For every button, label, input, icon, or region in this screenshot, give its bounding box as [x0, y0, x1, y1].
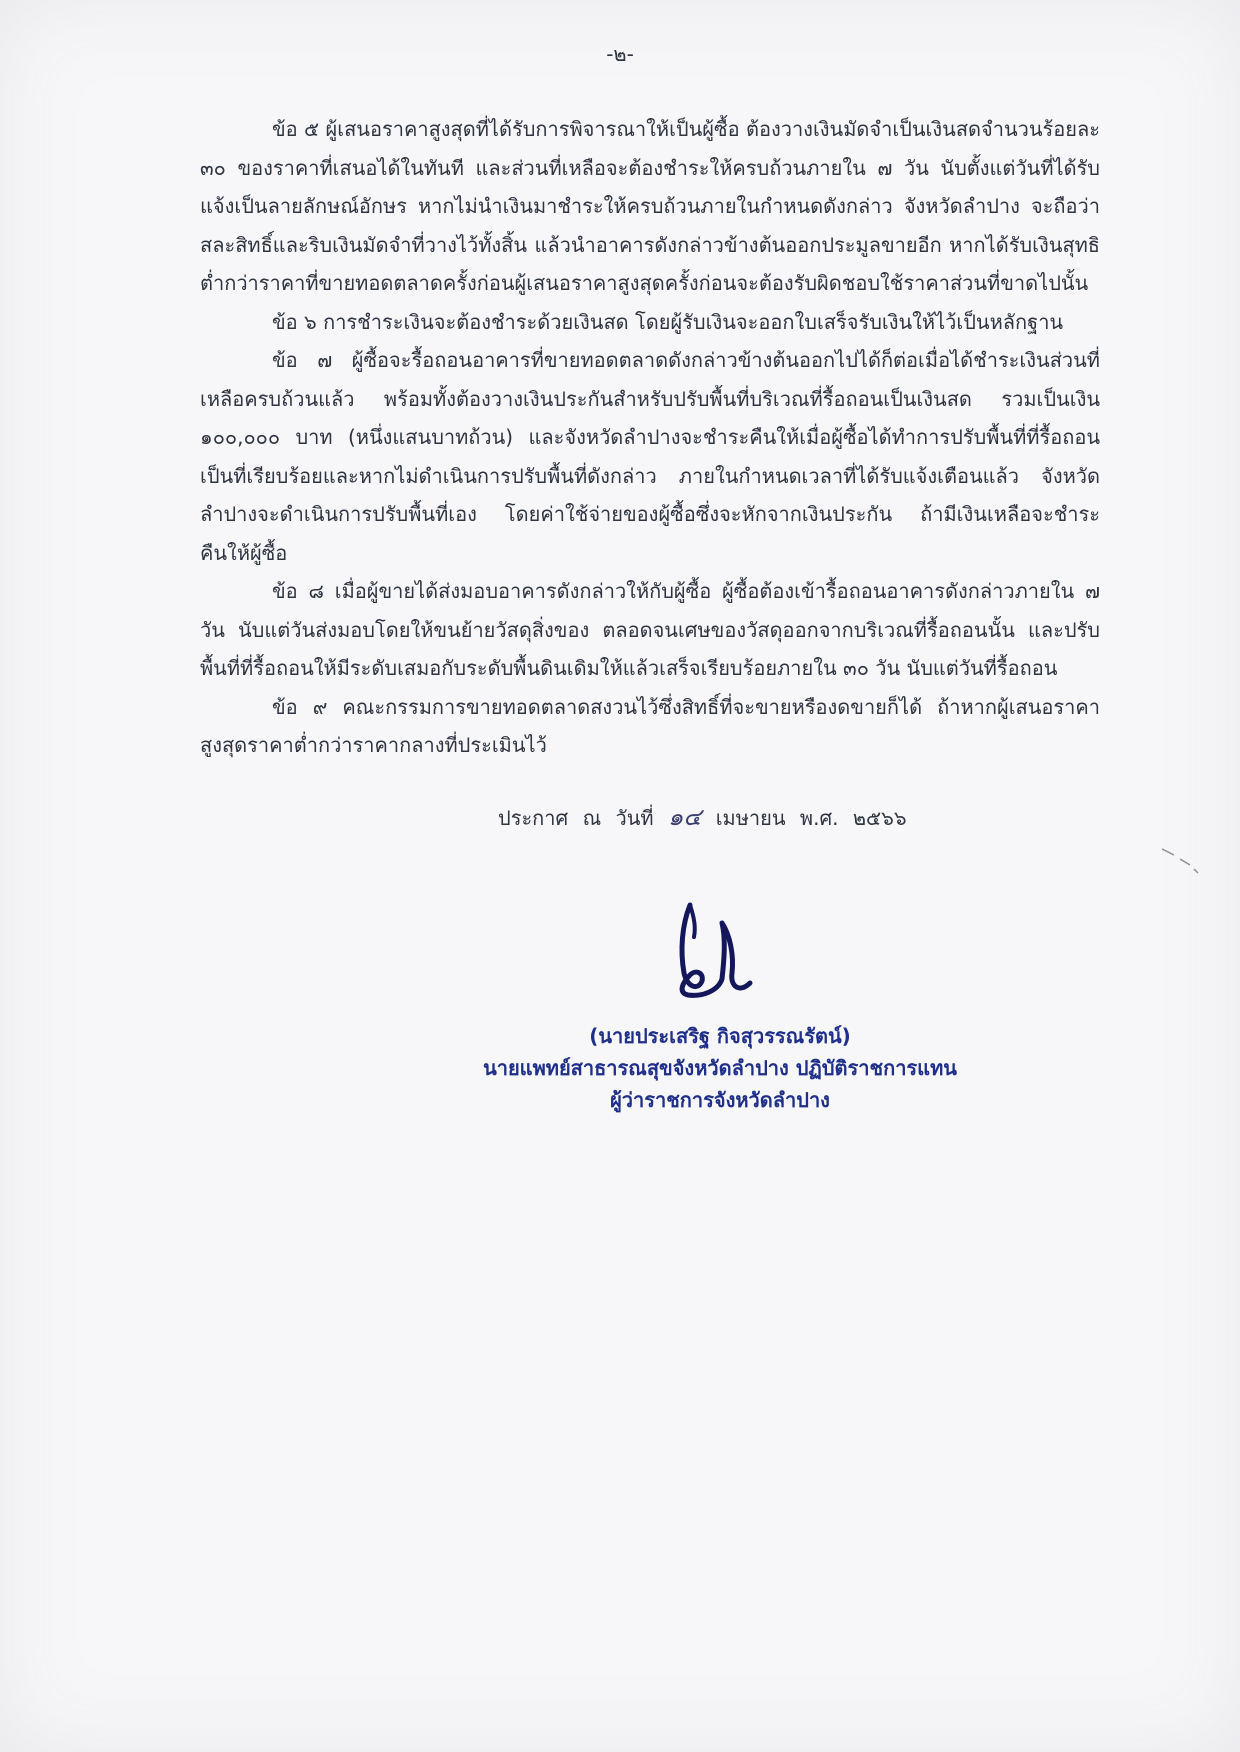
clause-8: ข้อ ๘ เมื่อผู้ขายได้ส่งมอบอาคารดังกล่าวให้กับผู้ซื้อ ผู้ซื้อต้องเข้ารื้อถอนอาคารดังกล่าวภายใน ๗ วัน นับแต่วันส่งมอบโดยให้ขนย้ายวัสดุสิ่งของ ตลอดจนเศษของวัสดุออกจากบริเวณที่รื้อถอนนั้น และปรับพื้นที่ที่รื้อถอนให้มีระดับเสมอกับระดับพื้นดินเดิมให้แล้วเสร็จเรียบร้อยภายใน ๓๐ วัน นับแต่วันที่รื้อถอน: [200, 579, 1100, 680]
clause-7: ข้อ ๗ ผู้ซื้อจะรื้อถอนอาคารที่ขายทอดตลาดดังกล่าวข้างต้นออกไปได้ก็ต่อเมื่อได้ชำระเงินส่วนที่เหลือครบถ้วนแล้ว พร้อมทั้งต้องวางเงินประกันสำหรับปรับพื้นที่บริเวณที่รื้อถอนเป็นเงินสด รวมเป็นเงิน ๑๐๐,๐๐๐ บาท (หนึ่งแสนบาทถ้วน) และจังหวัดลำปางจะชำระคืนให้เมื่อผู้ซื้อได้ทำการปรับพื้นที่ที่รื้อถอนเป็นที่เรียบร้อยและหากไม่ดำเนินการปรับพื้นที่ดังกล่าว ภายในกำหนดเวลาที่ได้รับแจ้งเตือนแล้ว จังหวัดลำปางจะดำเนินการปรับพื้นที่เอง โดยค่าใช้จ่ายของผู้ซื้อซึ่งจะหักจากเงินประกัน ถ้ามีเงินเหลือจะชำระคืนให้ผู้ซื้อ: [200, 348, 1100, 565]
announcement-era: พ.ศ.: [799, 806, 839, 830]
announcement-month: เมษายน: [715, 806, 786, 830]
paper-crease-mark: [1160, 845, 1200, 875]
announcement-at: ณ: [582, 806, 602, 830]
announcement-prefix: ประกาศ: [498, 806, 569, 830]
announcement-year: ๒๕๖๖: [852, 806, 907, 830]
page-number: -๒-: [606, 42, 634, 66]
signatory-block: [460, 1020, 980, 1116]
clause-5: ข้อ ๕ ผู้เสนอราคาสูงสุดที่ได้รับการพิจารณาให้เป็นผู้ซื้อ ต้องวางเงินมัดจำเป็นเงินสดจำนวนร้อยละ ๓๐ ของราคาที่เสนอได้ในทันที และส่วนที่เหลือจะต้องชำระให้ครบถ้วนภายใน ๗ วัน นับตั้งแต่วันที่ได้รับแจ้งเป็นลายลักษณ์อักษร หากไม่นำเงินมาชำระให้ครบถ้วนภายในกำหนดดังกล่าว จังหวัดลำปาง จะถือว่าสละสิทธิ์และริบเงินมัดจำที่วางไว้ทั้งสิ้น แล้วนำอาคารดังกล่าวข้างต้นออกประมูลขายอีก หากได้รับเงินสุทธิต่ำกว่าราคาที่ขายทอดตลาดครั้งก่อนผู้เสนอราคาสูงสุดครั้งก่อนจะต้องรับผิดชอบใช้ราคาส่วนที่ขาดไปนั้น: [200, 117, 1101, 295]
signatory-position: นายแพทย์สาธารณสุขจังหวัดลำปาง ปฏิบัติราชการแทน: [483, 1056, 957, 1080]
signatory-acting-for: ผู้ว่าราชการจังหวัดลำปาง: [610, 1088, 830, 1112]
announcement-day-value: ๑๔: [667, 803, 702, 831]
handwritten-signature: [660, 895, 760, 1005]
clause-6: ข้อ ๖ การชำระเงินจะต้องชำระด้วยเงินสด โดยผู้รับเงินจะออกใบเสร็จรับเงินให้ไว้เป็นหลักฐาน: [272, 309, 1064, 334]
announcement-day-label: วันที่: [615, 806, 654, 830]
announcement-date-line: [498, 797, 907, 836]
document-body: [200, 110, 1100, 765]
clause-9: ข้อ ๙ คณะกรรมการขายทอดตลาดสงวนไว้ซึ่งสิทธิ์ที่จะขายหรืองดขายก็ได้ ถ้าหากผู้เสนอราคาสูงสุดราคาต่ำกว่าราคากลางที่ประเมินไว้: [200, 694, 1100, 757]
signatory-name: (นายประเสริฐ กิจสุวรรณรัตน์): [589, 1024, 851, 1048]
